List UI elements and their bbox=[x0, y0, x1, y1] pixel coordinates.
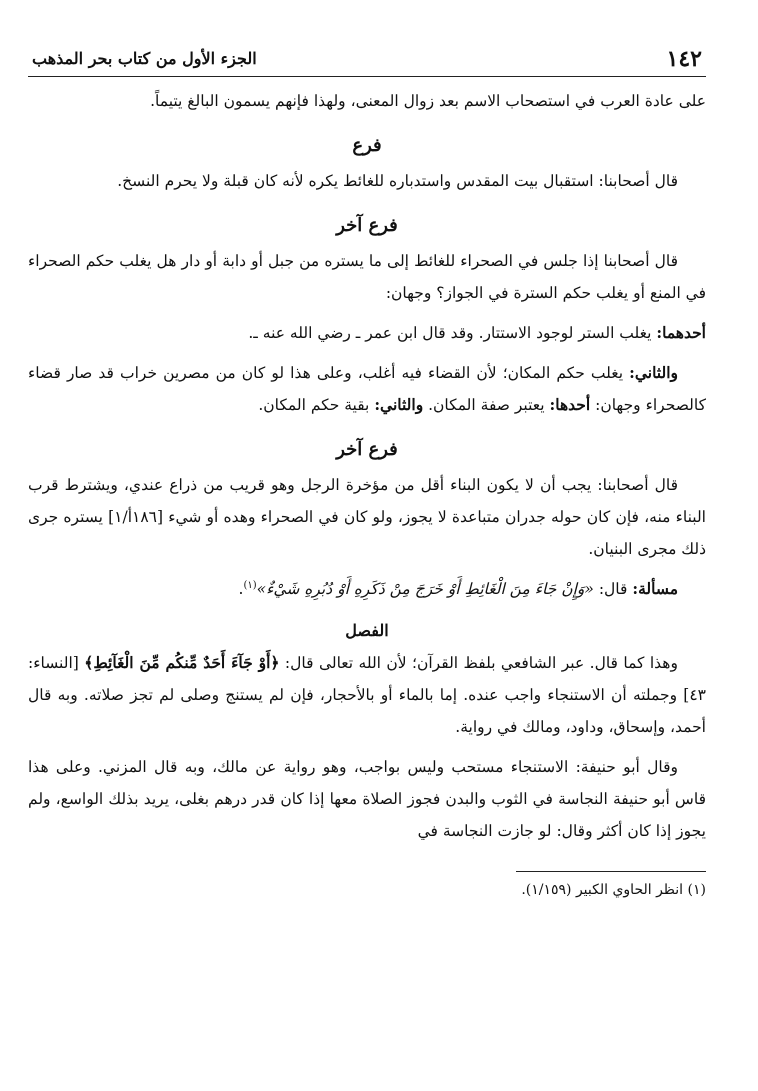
footnote-1: (١) انظر الحاوي الكبير (١/١٥٩). bbox=[521, 882, 706, 898]
page-header bbox=[28, 36, 706, 77]
section-heading-4: الفصل bbox=[345, 621, 389, 640]
paragraph-5-text-3: بقية حكم المكان. bbox=[258, 396, 370, 414]
section-heading-1: فرع bbox=[352, 135, 382, 156]
paragraph-1: على عادة العرب في استصحاب الاسم بعد زوال المعنى، ولهذا فإنهم يسمون البالغ يتيماً. bbox=[150, 92, 706, 110]
paragraph-9: وقال أبو حنيفة: الاستنجاء مستحب وليس بواجب، وهو رواية عن مالك، وبه قال المزني. وعلى هذا قاس أبو حنيفة النجاسة في الثوب والبدن فجوز الصلاة معها إذا كان قدر درهم بغلى، يريد بذلك الواسع، ولم يجوز إذا كان أكثر وقال: لو جازت النجاسة في bbox=[28, 758, 706, 840]
term-issue: مسألة: bbox=[632, 579, 678, 598]
paragraph-3: قال أصحابنا إذا جلس في الصحراء للغائط إلى ما يستره من جبل أو دابة أو دار هل يغلب حكم الصحراء في المنع أو يغلب حكم السترة في الجواز؟ وجهان: bbox=[28, 252, 706, 302]
paragraph-2: قال أصحابنا: استقبال بيت المقدس واستدباره للغائط يكره لأنه كان قبلة ولا يحرم النسخ. bbox=[117, 172, 678, 190]
footnote-reference: (١) bbox=[243, 579, 257, 591]
page-body bbox=[28, 77, 706, 902]
paragraph-5-text-1: يغلب حكم المكان؛ لأن القضاء فيه أغلب، وعلى هذا لو كان من مصرين خراب قد صار قضاء كالصحراء وجهان: bbox=[28, 364, 706, 414]
paragraph-4 bbox=[28, 317, 706, 349]
book-page bbox=[28, 36, 706, 1076]
term-first-opinion: أحدهما: bbox=[656, 323, 706, 342]
paragraph-8-text-b: [النساء: ٤٣] وجملته أن الاستنجاء واجب عنده. إما بالماء أو بالأحجار، فإن لم يستنج وصلى لم تجز صلاته. وبه قال أحمد، وإسحاق، وداود، ومالك في رواية. bbox=[28, 654, 706, 736]
term-second-opinion: والثاني: bbox=[629, 363, 678, 382]
page-number: ١٤٢ bbox=[666, 46, 702, 72]
section-heading-2: فرع آخر bbox=[336, 215, 398, 236]
footnote-divider bbox=[516, 871, 706, 872]
paragraph-7-end: . bbox=[238, 580, 244, 598]
paragraph-8-text-a: وهذا كما قال. عبر الشافعي بلفظ القرآن؛ لأن الله تعالى قال: bbox=[284, 654, 678, 672]
term-second-view: والثاني: bbox=[374, 395, 424, 414]
paragraph-5 bbox=[28, 357, 706, 421]
quran-quote: ﴿أَوْ جَآءَ أَحَدٌ مِّنكُم مِّنَ الْغَآئِطِ﴾ bbox=[84, 653, 280, 672]
matn-quote: «وَإِنْ جَاءَ مِنَ الْغَائِطِ أَوْ خَرَجَ مِنْ ذَكَرِهِ أَوْ دُبُرِهِ شَيْءٌ» bbox=[256, 580, 594, 598]
paragraph-8 bbox=[28, 647, 706, 743]
paragraph-4-text: يغلب الستر لوجود الاستتار. وقد قال ابن عمر ـ رضي الله عنه ـ. bbox=[248, 324, 652, 342]
paragraph-7-lead: قال: bbox=[598, 580, 628, 598]
section-heading-3: فرع آخر bbox=[336, 439, 398, 460]
paragraph-6: قال أصحابنا: يجب أن لا يكون البناء أقل من مؤخرة الرجل وهو قريب من ذراع عندي، ويشترط قرب البناء منه، فإن كان حوله جدران متباعدة لا يجوز، ولو كان في الصحراء وهده أو شيء [١٨٦أ/١] يستره جرى ذلك مجرى البنيان. bbox=[28, 476, 706, 558]
paragraph-5-text-2: يعتبر صفة المكان. bbox=[428, 396, 545, 414]
paragraph-7 bbox=[28, 573, 706, 605]
running-title: الجزء الأول من كتاب بحر المذهب bbox=[32, 49, 257, 68]
term-first-view: أحدها: bbox=[549, 395, 591, 414]
